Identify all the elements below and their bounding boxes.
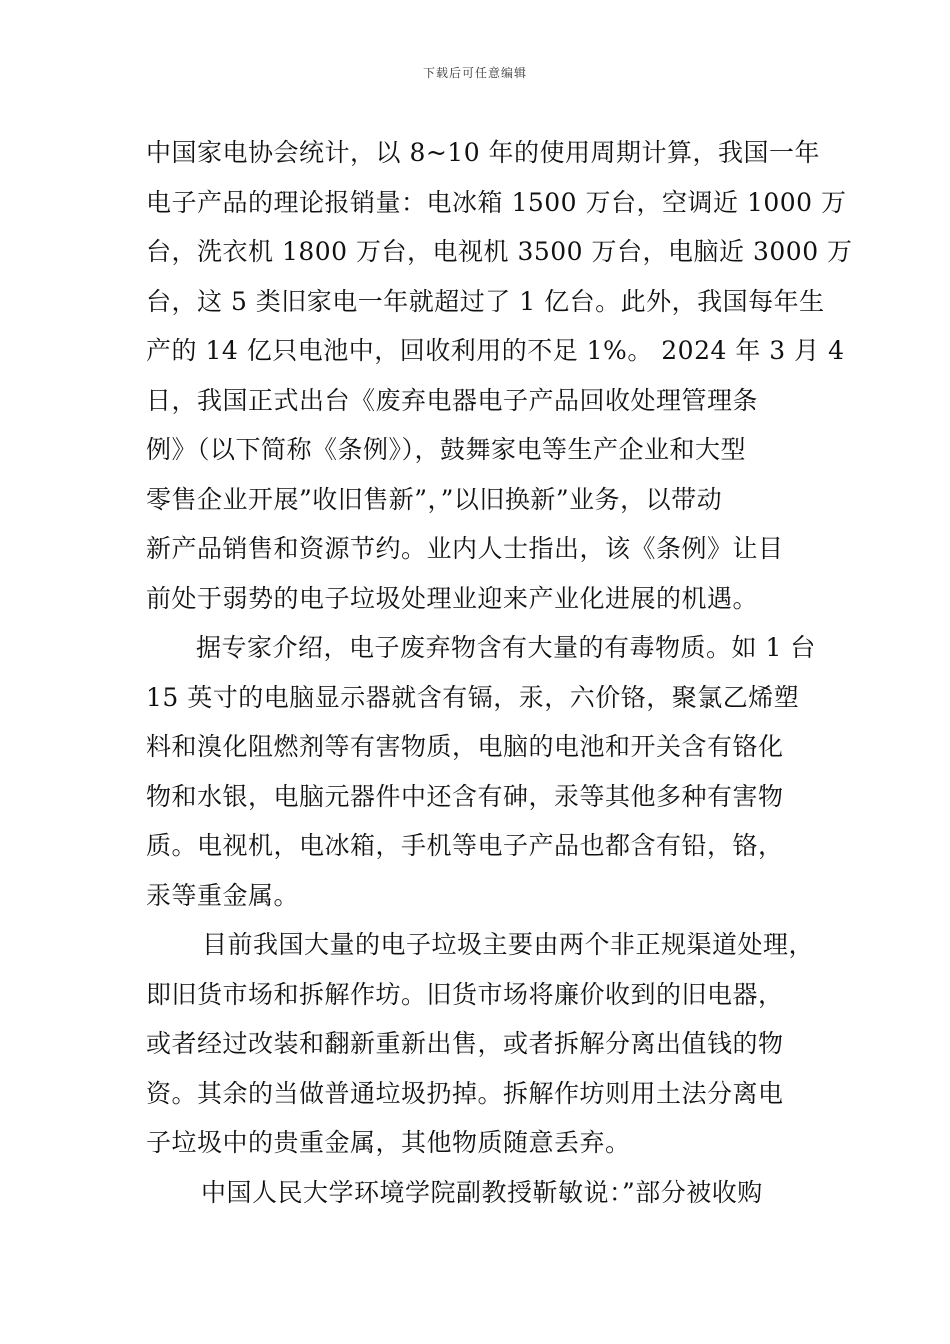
text-line: 产的 14 亿只电池中，回收利用的不足 1%。 2024 年 3 月 4 bbox=[146, 336, 845, 365]
page-header: 下载后可任意编辑 bbox=[422, 66, 527, 80]
text-line: 中国家电协会统计，以 8~10 年的使用周期计算，我国一年 bbox=[146, 138, 821, 167]
text-line: 物和水银，电脑元器件中还含有砷，汞等其他多种有害物 bbox=[146, 781, 784, 811]
text-line: 或者经过改装和翻新重新出售，或者拆解分离出值钱的物 bbox=[146, 1029, 784, 1058]
text-line: 台，洗衣机 1800 万台，电视机 3500 万台，电脑近 3000 万 bbox=[146, 237, 853, 266]
text-line: 资。其余的当做普通垃圾扔掉。拆解作坊则用土法分离电 bbox=[146, 1078, 784, 1108]
text-line: 电子产品的理论报销量：电冰箱 1500 万台，空调近 1000 万 bbox=[146, 187, 847, 217]
text-line: 例》（以下简称《条例》），鼓舞家电等生产企业和大型 bbox=[146, 435, 747, 464]
document-body bbox=[146, 128, 853, 1217]
text-line: 质。电视机，电冰箱，手机等电子产品也都含有铅，铬， bbox=[146, 831, 784, 860]
text-line: 目前我国大量的电子垃圾主要由两个非正规渠道处理， bbox=[202, 930, 815, 959]
text-line: 零售企业开展”收旧售新”，”以旧换新”业务，以带动 bbox=[146, 484, 723, 514]
text-line: 15 英寸的电脑显示器就含有镉，汞，六价铬，聚氯乙烯塑 bbox=[146, 682, 800, 712]
text-line: 前处于弱势的电子垃圾处理业迎来产业化进展的机遇。 bbox=[146, 583, 759, 613]
text-line: 台，这 5 类旧家电一年就超过了 1 亿台。此外，我国每年生 bbox=[146, 286, 825, 316]
text-line: 汞等重金属。 bbox=[146, 880, 300, 910]
text-line: 即旧货市场和拆解作坊。旧货市场将廉价收到的旧电器， bbox=[146, 979, 784, 1009]
text-line: 新产品销售和资源节约。业内人士指出，该《条例》让目 bbox=[146, 534, 784, 563]
text-line: 中国人民大学环境学院副教授靳敏说：”部分被收购 bbox=[201, 1177, 763, 1207]
text-line: 料和溴化阻燃剂等有害物质，电脑的电池和开关含有铬化 bbox=[146, 732, 784, 761]
text-line: 子垃圾中的贵重金属，其他物质随意丢弃。 bbox=[146, 1128, 631, 1157]
text-line: 据专家介绍，电子废弃物含有大量的有毒物质。如 1 台 bbox=[196, 633, 816, 662]
text-line: 日，我国正式出台《废弃电器电子产品回收处理管理条 bbox=[146, 385, 759, 415]
